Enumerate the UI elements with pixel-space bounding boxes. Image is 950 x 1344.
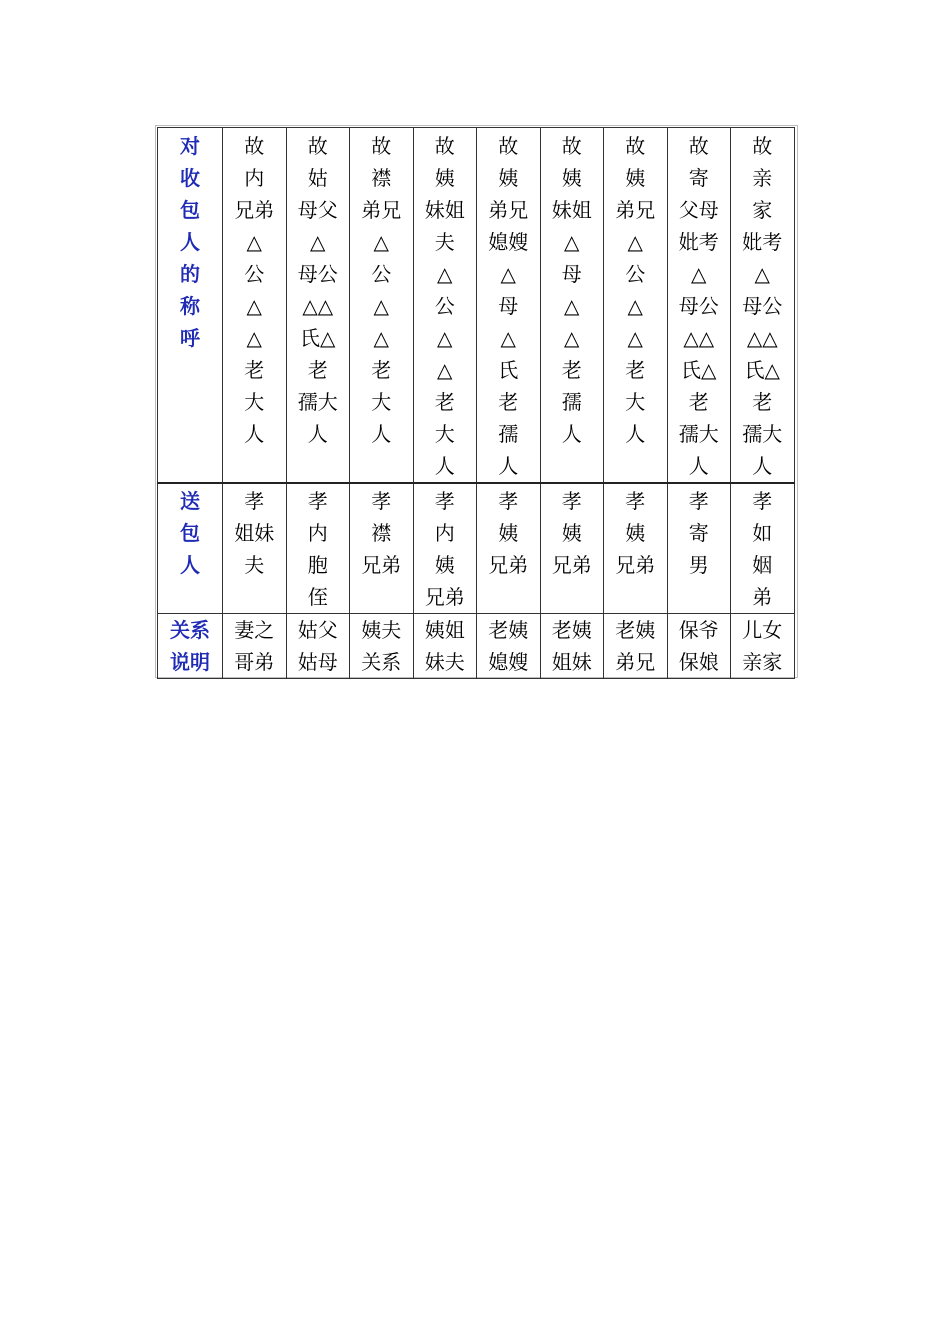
cell-line: 兄弟 <box>424 585 465 609</box>
cell-line: 妣考 <box>742 230 783 254</box>
cell-line: 侄 <box>307 585 328 609</box>
cell-line: 内 <box>244 166 265 190</box>
cell-line: 弟兄 <box>361 198 402 222</box>
cell-line: 老 <box>371 358 392 382</box>
cell-line: 故 <box>244 134 265 158</box>
table-cell <box>223 128 287 484</box>
cell-line: 老 <box>752 390 773 414</box>
cell-line: 人 <box>498 454 519 478</box>
cell-line: 人 <box>752 454 773 478</box>
cell-line: 母公 <box>678 294 719 318</box>
cell-line: △ <box>564 230 580 254</box>
cell-line: 人 <box>180 553 200 577</box>
cell-line: 兄弟 <box>361 553 402 577</box>
cell-line: 故 <box>434 134 455 158</box>
cell-line: 公 <box>434 294 455 318</box>
cell-line: 姨 <box>561 521 582 545</box>
cell-line: 寄 <box>688 166 709 190</box>
cell-line: 姨夫 <box>361 618 402 642</box>
cell-line: △ <box>627 326 643 350</box>
cell-line: 孝 <box>434 489 455 513</box>
table-row-relationship <box>158 614 795 679</box>
cell-line: 老 <box>434 390 455 414</box>
cell-line: 胞 <box>307 553 328 577</box>
table-cell <box>540 614 604 679</box>
table-cell <box>286 614 350 679</box>
cell-line: 孺大 <box>297 390 338 414</box>
cell-line: 老姨 <box>551 618 592 642</box>
cell-line: 姨 <box>434 166 455 190</box>
table-cell <box>604 483 668 614</box>
cell-line: 保娘 <box>678 650 719 674</box>
cell-line: 送 <box>180 489 200 513</box>
cell-line: 公 <box>244 262 265 286</box>
cell-line: 公 <box>625 262 646 286</box>
cell-line: 公 <box>371 262 392 286</box>
table-cell <box>540 128 604 484</box>
cell-line: 故 <box>752 134 773 158</box>
cell-line: 包 <box>180 198 200 222</box>
table-row-sender <box>158 483 795 614</box>
cell-line: 妹姐 <box>551 198 592 222</box>
table-cell <box>731 483 795 614</box>
cell-line: 氏△ <box>300 326 336 350</box>
cell-line: 内 <box>307 521 328 545</box>
cell-line: △ <box>310 230 326 254</box>
table-cell <box>477 614 541 679</box>
cell-line: 孺 <box>561 390 582 414</box>
cell-line: 媳嫂 <box>488 230 529 254</box>
cell-line: 人 <box>688 454 709 478</box>
cell-line: △ <box>564 326 580 350</box>
cell-line: 包 <box>180 521 200 545</box>
table-cell <box>477 128 541 484</box>
cell-line: 弟 <box>752 585 773 609</box>
cell-line: △ <box>246 294 262 318</box>
cell-line: 姨 <box>434 553 455 577</box>
cell-line: 哥弟 <box>234 650 275 674</box>
cell-line: △△ <box>302 294 334 318</box>
cell-line: 故 <box>625 134 646 158</box>
cell-line: 媳嫂 <box>488 650 529 674</box>
cell-line: △ <box>373 294 389 318</box>
cell-line: 妻之 <box>234 618 275 642</box>
cell-line: 人 <box>625 422 646 446</box>
cell-line: △ <box>437 326 453 350</box>
cell-line: 兄弟 <box>551 553 592 577</box>
cell-line: 保爷 <box>678 618 719 642</box>
row-header-relationship <box>158 614 223 679</box>
cell-line: 说明 <box>170 650 210 674</box>
cell-line: 母公 <box>742 294 783 318</box>
cell-line: 故 <box>688 134 709 158</box>
cell-line: 姑父 <box>297 618 338 642</box>
table-cell <box>413 614 477 679</box>
cell-line: △ <box>373 230 389 254</box>
cell-line: 兄弟 <box>234 198 275 222</box>
cell-line: 的 <box>180 262 200 286</box>
cell-line: 氏△ <box>681 358 717 382</box>
cell-line: △ <box>246 326 262 350</box>
cell-line: 人 <box>434 454 455 478</box>
cell-line: △ <box>437 262 453 286</box>
cell-line: 夫 <box>244 553 265 577</box>
cell-line: 弟兄 <box>615 198 656 222</box>
cell-line: 姨 <box>561 166 582 190</box>
cell-line: 人 <box>561 422 582 446</box>
cell-line: △ <box>627 294 643 318</box>
cell-line: △ <box>500 262 516 286</box>
cell-line: 父母 <box>678 198 719 222</box>
cell-line: 姨姐 <box>424 618 465 642</box>
cell-line: 老 <box>625 358 646 382</box>
cell-line: 大 <box>625 390 646 414</box>
table-cell <box>223 614 287 679</box>
cell-line: △ <box>437 358 453 382</box>
cell-line: 人 <box>244 422 265 446</box>
cell-line: 称 <box>180 294 200 318</box>
cell-line: 姑母 <box>297 650 338 674</box>
cell-line: 老姨 <box>615 618 656 642</box>
cell-line: 人 <box>307 422 328 446</box>
cell-line: 对 <box>180 134 200 158</box>
cell-line: 家 <box>752 198 773 222</box>
cell-line: 妹姐 <box>424 198 465 222</box>
table-cell <box>667 483 731 614</box>
cell-line: 姨 <box>625 166 646 190</box>
cell-line: 姐妹 <box>551 650 592 674</box>
cell-line: 孺大 <box>678 422 719 446</box>
condolence-address-table <box>157 127 795 679</box>
cell-line: △ <box>373 326 389 350</box>
cell-line: 孝 <box>625 489 646 513</box>
table-cell <box>413 483 477 614</box>
cell-line: △ <box>754 262 770 286</box>
cell-line: 如 <box>752 521 773 545</box>
cell-line: 亲 <box>752 166 773 190</box>
cell-line: 男 <box>688 553 709 577</box>
cell-line: 老 <box>561 358 582 382</box>
table-cell <box>477 483 541 614</box>
table-cell <box>667 128 731 484</box>
cell-line: △△ <box>746 326 778 350</box>
table-cell <box>667 614 731 679</box>
cell-line: 大 <box>244 390 265 414</box>
cell-line: 夫 <box>434 230 455 254</box>
table-cell <box>350 128 414 484</box>
cell-line: 襟 <box>371 521 392 545</box>
table-cell <box>350 614 414 679</box>
cell-line: 孝 <box>688 489 709 513</box>
cell-line: 襟 <box>371 166 392 190</box>
cell-line: 关系 <box>361 650 402 674</box>
cell-line: 老 <box>688 390 709 414</box>
table-cell <box>731 128 795 484</box>
cell-line: 姐妹 <box>234 521 275 545</box>
cell-line: 老 <box>307 358 328 382</box>
cell-line: 兄弟 <box>615 553 656 577</box>
cell-line: 老姨 <box>488 618 529 642</box>
cell-line: 姻 <box>752 553 773 577</box>
cell-line: △ <box>246 230 262 254</box>
cell-line: 弟兄 <box>615 650 656 674</box>
cell-line: 妹夫 <box>424 650 465 674</box>
cell-line: 大 <box>371 390 392 414</box>
cell-line: 孝 <box>307 489 328 513</box>
cell-line: △ <box>500 326 516 350</box>
cell-line: 姨 <box>625 521 646 545</box>
cell-line: 母 <box>561 262 582 286</box>
table-cell <box>604 128 668 484</box>
cell-line: 弟兄 <box>488 198 529 222</box>
cell-line: 老 <box>498 390 519 414</box>
cell-line: 人 <box>371 422 392 446</box>
cell-line: △ <box>691 262 707 286</box>
table-cell <box>604 614 668 679</box>
cell-line: 妣考 <box>678 230 719 254</box>
cell-line: 老 <box>244 358 265 382</box>
cell-line: 氏△ <box>744 358 780 382</box>
table-cell <box>350 483 414 614</box>
table-row-recipient-address <box>158 128 795 484</box>
table-cell <box>286 483 350 614</box>
cell-line: 亲家 <box>742 650 783 674</box>
row-header-sender <box>158 483 223 614</box>
cell-line: 故 <box>498 134 519 158</box>
cell-line: 大 <box>434 422 455 446</box>
cell-line: 收 <box>180 166 200 190</box>
cell-line: 孺大 <box>742 422 783 446</box>
cell-line: 氏 <box>498 358 519 382</box>
cell-line: △△ <box>683 326 715 350</box>
table-cell <box>540 483 604 614</box>
cell-line: 人 <box>180 230 200 254</box>
cell-line: 儿女 <box>742 618 783 642</box>
cell-line: 故 <box>307 134 328 158</box>
cell-line: 姨 <box>498 521 519 545</box>
cell-line: △ <box>627 230 643 254</box>
cell-line: 孺 <box>498 422 519 446</box>
cell-line: 呼 <box>180 326 200 350</box>
cell-line: 孝 <box>752 489 773 513</box>
table-cell <box>731 614 795 679</box>
cell-line: 内 <box>434 521 455 545</box>
row-header-recipient-address <box>158 128 223 484</box>
table-cell <box>286 128 350 484</box>
cell-line: 关系 <box>170 618 210 642</box>
cell-line: 兄弟 <box>488 553 529 577</box>
cell-line: 姨 <box>498 166 519 190</box>
cell-line: 孝 <box>244 489 265 513</box>
cell-line: 故 <box>561 134 582 158</box>
table-cell <box>413 128 477 484</box>
cell-line: 孝 <box>371 489 392 513</box>
cell-line: 故 <box>371 134 392 158</box>
cell-line: 母父 <box>297 198 338 222</box>
cell-line: △ <box>564 294 580 318</box>
cell-line: 孝 <box>561 489 582 513</box>
cell-line: 母 <box>498 294 519 318</box>
cell-line: 姑 <box>307 166 328 190</box>
cell-line: 寄 <box>688 521 709 545</box>
cell-line: 母公 <box>297 262 338 286</box>
table-cell <box>223 483 287 614</box>
cell-line: 孝 <box>498 489 519 513</box>
